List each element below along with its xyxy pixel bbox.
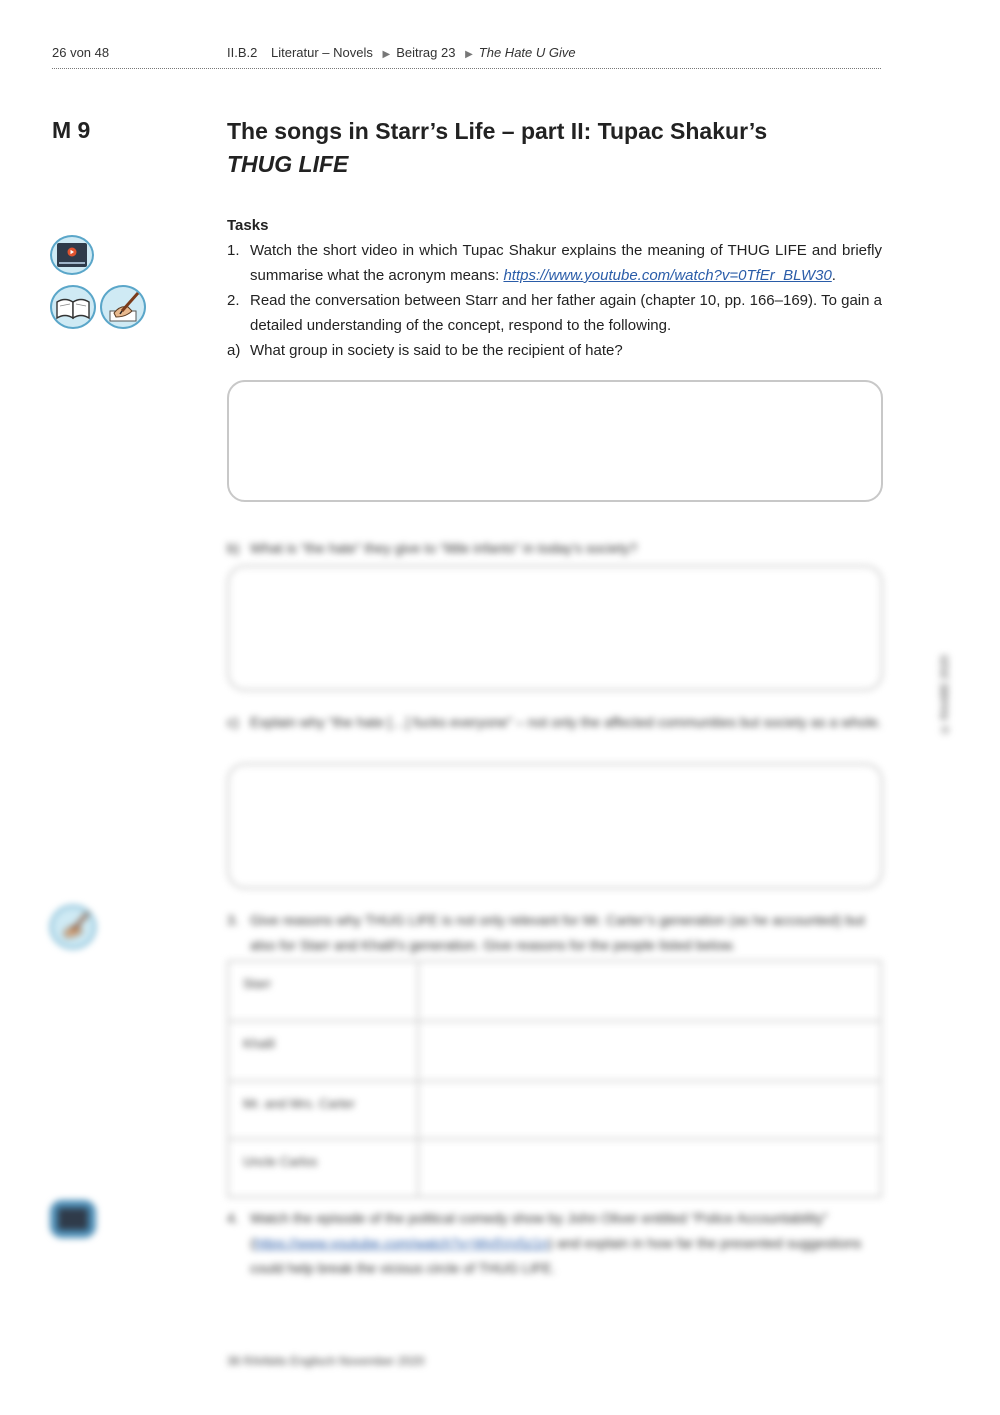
page-number: 26 von 48 (52, 45, 110, 60)
youtube-link[interactable]: https://www.youtube.com/watch?v=0TfEr_BLW30 (503, 267, 832, 284)
task-number: 2. (227, 292, 240, 309)
task-2a (227, 338, 882, 363)
table-row-label: Mr. and Mrs. Carter (228, 1081, 418, 1139)
task-1 (227, 238, 882, 288)
open-book-icon (50, 285, 96, 329)
video-player-icon (50, 1200, 96, 1238)
tasks-heading: Tasks (227, 217, 269, 234)
triangle-right-icon: ▶ (382, 49, 391, 60)
task-4: 4. Watch the episode of the political comedy show by John Oliver entitled “Police Accountability” (https://www.youtube.com/watch?v=Wv5Vv5z1n) and explain in how far the presented suggestions could help break the vicious circle of THUG LIFE. (227, 1206, 882, 1281)
task-text: Watch the episode of the political comedy show by John Oliver entitled “Police Accountability” (250, 1210, 828, 1226)
table-answer-cell[interactable] (418, 961, 881, 1021)
table-row (228, 961, 881, 1021)
answer-box-b[interactable] (227, 565, 883, 691)
youtube-link[interactable]: https://www.youtube.com/watch?v=Wv5Vv5z1n (254, 1235, 549, 1251)
task-text-continued: and explain in how far the presented suggestions could help break the vicious circle of THUG LIFE. (250, 1235, 862, 1276)
breadcrumb-item: The Hate U Give (478, 45, 576, 60)
material-label: M 9 (52, 117, 91, 143)
triangle-right-icon: ▶ (465, 49, 473, 60)
task-number: a) (227, 342, 241, 359)
table-row-label: Starr (228, 961, 418, 1021)
task-number: 1. (227, 242, 240, 259)
answer-box-a[interactable] (227, 380, 883, 502)
task-number: c) (227, 714, 239, 730)
table-row (228, 1021, 881, 1081)
task-text: What is “the hate” they give to “little infants” in today’s society? (250, 540, 638, 556)
copyright-sidebar: © RAABE 2020 (939, 655, 951, 735)
table-row (228, 1139, 881, 1197)
task-2 (227, 288, 882, 338)
task-text: Watch the short video in which Tupac Shakur explains the meaning of THUG LIFE and briefly summarise what the acronym means: (250, 242, 882, 284)
header-divider (52, 68, 881, 69)
task-2c (227, 710, 882, 735)
table-row (228, 1081, 881, 1139)
page-footer: 36 RAAbits Englisch November 2020 (227, 1354, 425, 1368)
task-text: Read the conversation between Starr and her father again (chapter 10, pp. 166–169). To gain a detailed understanding of the concept, respond to the following. (250, 292, 882, 334)
table-row-label: Khalil (228, 1021, 418, 1081)
breadcrumb-item: Literatur – Novels (270, 45, 373, 60)
table-answer-cell[interactable] (418, 1081, 881, 1139)
task-text: Give reasons why THUG LIFE is not only relevant for Mr. Carter’s generation (as he accounted) but also for Starr and Khalil’s generation. Give reasons for the people listed below. (250, 912, 865, 953)
reasons-table (227, 960, 882, 1198)
breadcrumb (227, 45, 576, 60)
table-row-label: Uncle Carlos (228, 1139, 418, 1197)
title-line-2: THUG LIFE (227, 151, 349, 177)
breadcrumb-section: II.B.2 (227, 45, 258, 60)
task-3 (227, 908, 882, 958)
task-text: What group in society is said to be the recipient of hate? (250, 342, 623, 359)
page-title (227, 115, 887, 181)
task-text: Explain why “the hate […] fucks everyone” – not only the affected communities but society as a whole. (250, 714, 882, 730)
video-player-icon (50, 235, 94, 275)
task-text-end: . (831, 267, 836, 284)
answer-box-c[interactable] (227, 763, 883, 889)
task-number: 4. (227, 1210, 239, 1226)
title-line-1: The songs in Starr’s Life – part II: Tupac Shakur’s (227, 118, 768, 144)
task-number: 3. (227, 912, 239, 928)
writing-hand-icon (100, 285, 146, 329)
task-number: b) (227, 540, 240, 556)
table-answer-cell[interactable] (418, 1021, 881, 1081)
task-2b (227, 536, 882, 561)
breadcrumb-item: Beitrag 23 (396, 45, 456, 60)
writing-hand-icon (50, 905, 96, 949)
table-answer-cell[interactable] (418, 1139, 881, 1197)
